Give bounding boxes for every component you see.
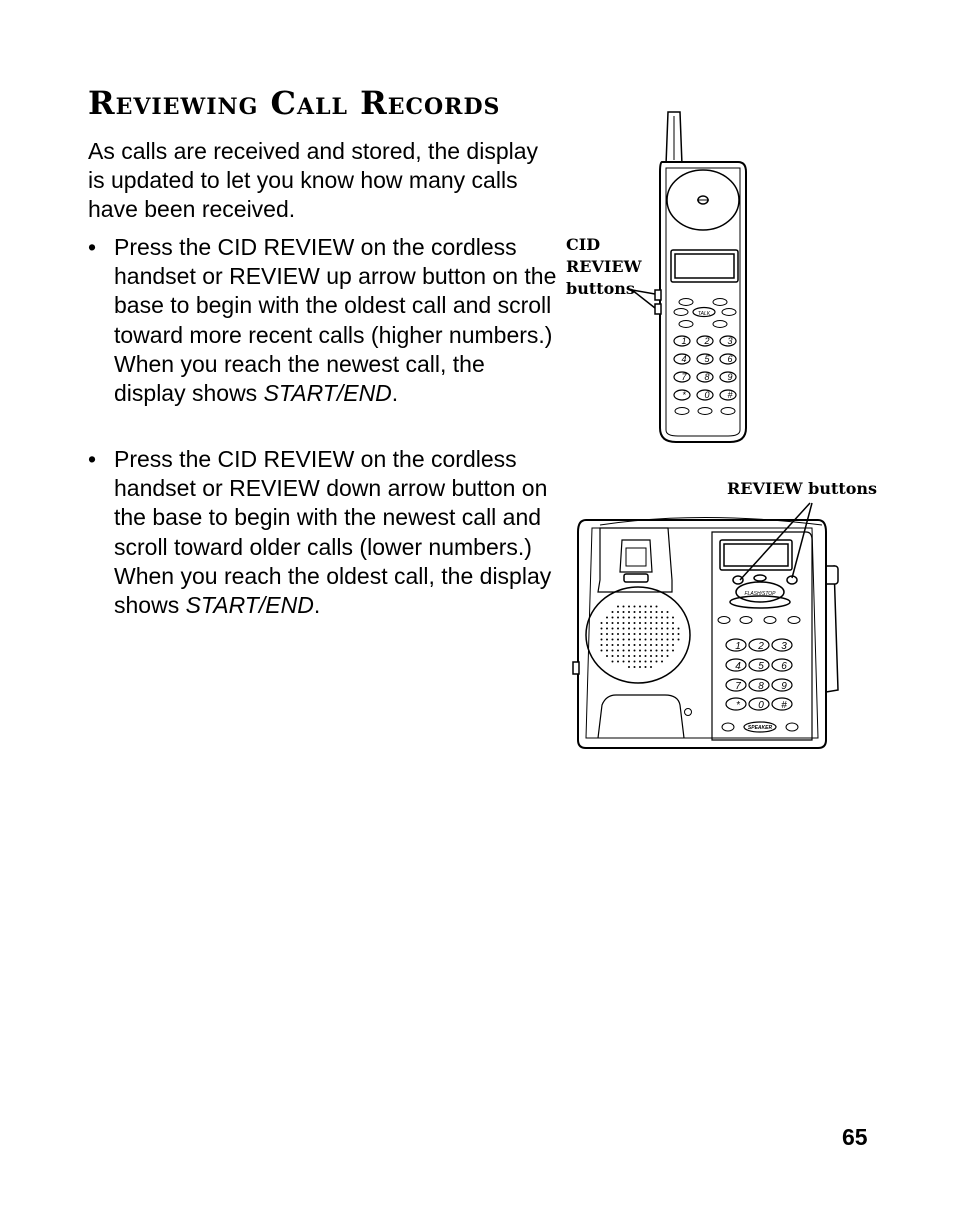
grille-dot: [656, 611, 658, 613]
grille-dot: [645, 606, 647, 608]
grille-dot: [628, 622, 630, 624]
grille-dot: [617, 606, 619, 608]
grille-dot: [617, 617, 619, 619]
grille-dot: [672, 650, 674, 652]
grille-dot: [645, 655, 647, 657]
grille-dot: [672, 622, 674, 624]
grille-dot: [606, 617, 608, 619]
grille-dot: [634, 650, 636, 652]
grille-dot: [667, 617, 669, 619]
grille-dot: [639, 617, 641, 619]
grille-dot: [645, 628, 647, 630]
grille-dot: [623, 661, 625, 663]
grille-dot: [672, 633, 674, 635]
base-key: 4: [735, 661, 741, 672]
grille-dot: [634, 661, 636, 663]
grille-dot: [656, 661, 658, 663]
grille-dot: [639, 666, 641, 668]
grille-dot: [623, 617, 625, 619]
grille-dot: [656, 606, 658, 608]
grille-dot: [667, 633, 669, 635]
grille-dot: [634, 644, 636, 646]
grille-dot: [617, 633, 619, 635]
grille-dot: [650, 655, 652, 657]
review-buttons-label: REVIEW buttons: [727, 479, 878, 498]
bullet-marker: •: [88, 446, 97, 472]
grille-dot: [656, 628, 658, 630]
base-key: 8: [758, 681, 764, 692]
base-speaker-key: SPEAKER: [747, 725, 773, 731]
grille-dot: [612, 655, 614, 657]
grille-dot: [628, 606, 630, 608]
base-key: 1: [735, 641, 741, 652]
grille-dot: [639, 606, 641, 608]
grille-dot: [650, 666, 652, 668]
handset-key: 6: [727, 354, 733, 364]
grille-dot: [612, 633, 614, 635]
grille-dot: [634, 633, 636, 635]
grille-dot: [634, 628, 636, 630]
grille-dot: [606, 633, 608, 635]
grille-dot: [661, 617, 663, 619]
grille-dot: [667, 611, 669, 613]
cid-review-buttons-label: CID REVIEW buttons: [566, 235, 642, 298]
handset-key: 1: [681, 336, 687, 346]
grille-dot: [667, 639, 669, 641]
grille-dot: [645, 617, 647, 619]
handset-key: 9: [727, 372, 733, 382]
grille-dot: [639, 639, 641, 641]
grille-dot: [628, 650, 630, 652]
grille-dot: [617, 650, 619, 652]
grille-dot: [601, 639, 603, 641]
base-flash-key: FLASH/STOP: [744, 591, 776, 597]
grille-dot: [678, 628, 680, 630]
grille-dot: [667, 644, 669, 646]
grille-dot: [639, 650, 641, 652]
grille-dot: [661, 628, 663, 630]
bullet-marker: •: [88, 234, 97, 260]
grille-dot: [661, 661, 663, 663]
grille-dot: [650, 650, 652, 652]
display-message: START/END: [263, 380, 392, 407]
base-key: 2: [758, 641, 764, 652]
base-key: 0: [758, 700, 764, 711]
grille-dot: [601, 644, 603, 646]
grille-dot: [661, 644, 663, 646]
grille-dot: [650, 661, 652, 663]
grille-dot: [601, 650, 603, 652]
grille-dot: [650, 606, 652, 608]
grille-dot: [661, 655, 663, 657]
grille-dot: [656, 639, 658, 641]
grille-dot: [628, 633, 630, 635]
base-key: #: [781, 700, 787, 711]
grille-dot: [606, 644, 608, 646]
grille-dot: [645, 650, 647, 652]
grille-dot: [639, 622, 641, 624]
handset-key: 8: [704, 372, 710, 382]
grille-dot: [639, 644, 641, 646]
bullet-text: Press the CID REVIEW on the cordless handset or REVIEW up arrow button on the base to begin with the oldest call and scroll toward more recent calls (higher numbers.) When you reach the newest call, the display shows START/END.: [114, 234, 557, 407]
display-message: START/END: [185, 592, 314, 619]
grille-dot: [628, 617, 630, 619]
grille-dot: [617, 628, 619, 630]
handset-key: 2: [704, 336, 710, 346]
grille-dot: [656, 655, 658, 657]
grille-dot: [667, 655, 669, 657]
grille-dot: [612, 628, 614, 630]
grille-dot: [617, 639, 619, 641]
handset-key: 0: [704, 390, 710, 400]
grille-dot: [617, 611, 619, 613]
grille-dot: [672, 639, 674, 641]
grille-dot: [645, 666, 647, 668]
grille-dot: [606, 639, 608, 641]
grille-dot: [617, 661, 619, 663]
base-key: 3: [781, 641, 787, 652]
grille-dot: [606, 628, 608, 630]
grille-dot: [656, 650, 658, 652]
grille-dot: [623, 644, 625, 646]
grille-dot: [623, 628, 625, 630]
grille-dot: [634, 611, 636, 613]
base-illustration: [573, 503, 838, 748]
grille-dot: [661, 622, 663, 624]
grille-dot: [650, 611, 652, 613]
grille-dot: [639, 661, 641, 663]
page-title: Reviewing Call Records: [88, 84, 501, 122]
grille-dot: [634, 639, 636, 641]
grille-dot: [617, 622, 619, 624]
grille-dot: [612, 617, 614, 619]
grille-dot: [612, 622, 614, 624]
grille-dot: [639, 628, 641, 630]
grille-dot: [634, 622, 636, 624]
grille-dot: [678, 633, 680, 635]
grille-dot: [667, 622, 669, 624]
grille-dot: [628, 661, 630, 663]
grille-dot: [661, 639, 663, 641]
base-key: *: [736, 700, 740, 711]
grille-dot: [656, 644, 658, 646]
bullet-text: Press the CID REVIEW on the cordless handset or REVIEW down arrow button on the base to begin with the newest call and scroll toward older calls (lower numbers.) When you reach the oldest call, the display shows START/END.: [114, 446, 552, 619]
grille-dot: [645, 644, 647, 646]
handset-key: *: [682, 390, 686, 400]
grille-dot: [612, 650, 614, 652]
grille-dot: [639, 633, 641, 635]
grille-dot: [650, 617, 652, 619]
grille-dot: [623, 611, 625, 613]
grille-dot: [628, 655, 630, 657]
grille-dot: [623, 622, 625, 624]
grille-dot: [645, 639, 647, 641]
grille-dot: [656, 622, 658, 624]
grille-dot: [612, 611, 614, 613]
grille-dot: [661, 633, 663, 635]
grille-dot: [606, 650, 608, 652]
grille-dot: [623, 650, 625, 652]
handset-key: 5: [704, 354, 710, 364]
grille-dot: [617, 644, 619, 646]
page-number: 65: [842, 1124, 868, 1150]
handset-key: 7: [681, 372, 687, 382]
base-key: 5: [758, 661, 764, 672]
grille-dot: [639, 611, 641, 613]
grille-dot: [645, 611, 647, 613]
grille-dot: [623, 606, 625, 608]
grille-dot: [650, 622, 652, 624]
intro-paragraph: As calls are received and stored, the display is updated to let you know how many calls have been received.: [88, 138, 539, 223]
grille-dot: [667, 628, 669, 630]
grille-dot: [623, 639, 625, 641]
grille-dot: [661, 611, 663, 613]
grille-dot: [650, 644, 652, 646]
grille-dot: [628, 628, 630, 630]
grille-dot: [645, 661, 647, 663]
grille-dot: [634, 655, 636, 657]
grille-dot: [650, 628, 652, 630]
base-key: 6: [781, 661, 787, 672]
grille-dot: [656, 617, 658, 619]
grille-dot: [634, 617, 636, 619]
grille-dot: [639, 655, 641, 657]
grille-dot: [678, 639, 680, 641]
grille-dot: [617, 655, 619, 657]
grille-dot: [661, 650, 663, 652]
handset-key: 3: [727, 336, 733, 346]
grille-dot: [628, 644, 630, 646]
base-key: 9: [781, 681, 787, 692]
grille-dot: [601, 628, 603, 630]
grille-dot: [672, 644, 674, 646]
grille-dot: [667, 650, 669, 652]
grille-dot: [634, 666, 636, 668]
grille-dot: [672, 617, 674, 619]
grille-dot: [656, 633, 658, 635]
grille-dot: [612, 661, 614, 663]
base-key: 7: [735, 681, 741, 692]
grille-dot: [628, 639, 630, 641]
grille-dot: [623, 633, 625, 635]
handset-key: 4: [681, 354, 687, 364]
handset-key: #: [727, 390, 733, 400]
handset-talk-key: TALK: [697, 311, 711, 317]
grille-dot: [601, 622, 603, 624]
grille-dot: [623, 655, 625, 657]
grille-dot: [606, 655, 608, 657]
grille-dot: [645, 622, 647, 624]
grille-dot: [606, 622, 608, 624]
grille-dot: [601, 633, 603, 635]
grille-dot: [612, 639, 614, 641]
grille-dot: [650, 633, 652, 635]
grille-dot: [628, 666, 630, 668]
grille-dot: [672, 628, 674, 630]
grille-dot: [650, 639, 652, 641]
grille-dot: [612, 644, 614, 646]
grille-dot: [645, 633, 647, 635]
grille-dot: [634, 606, 636, 608]
grille-dot: [628, 611, 630, 613]
